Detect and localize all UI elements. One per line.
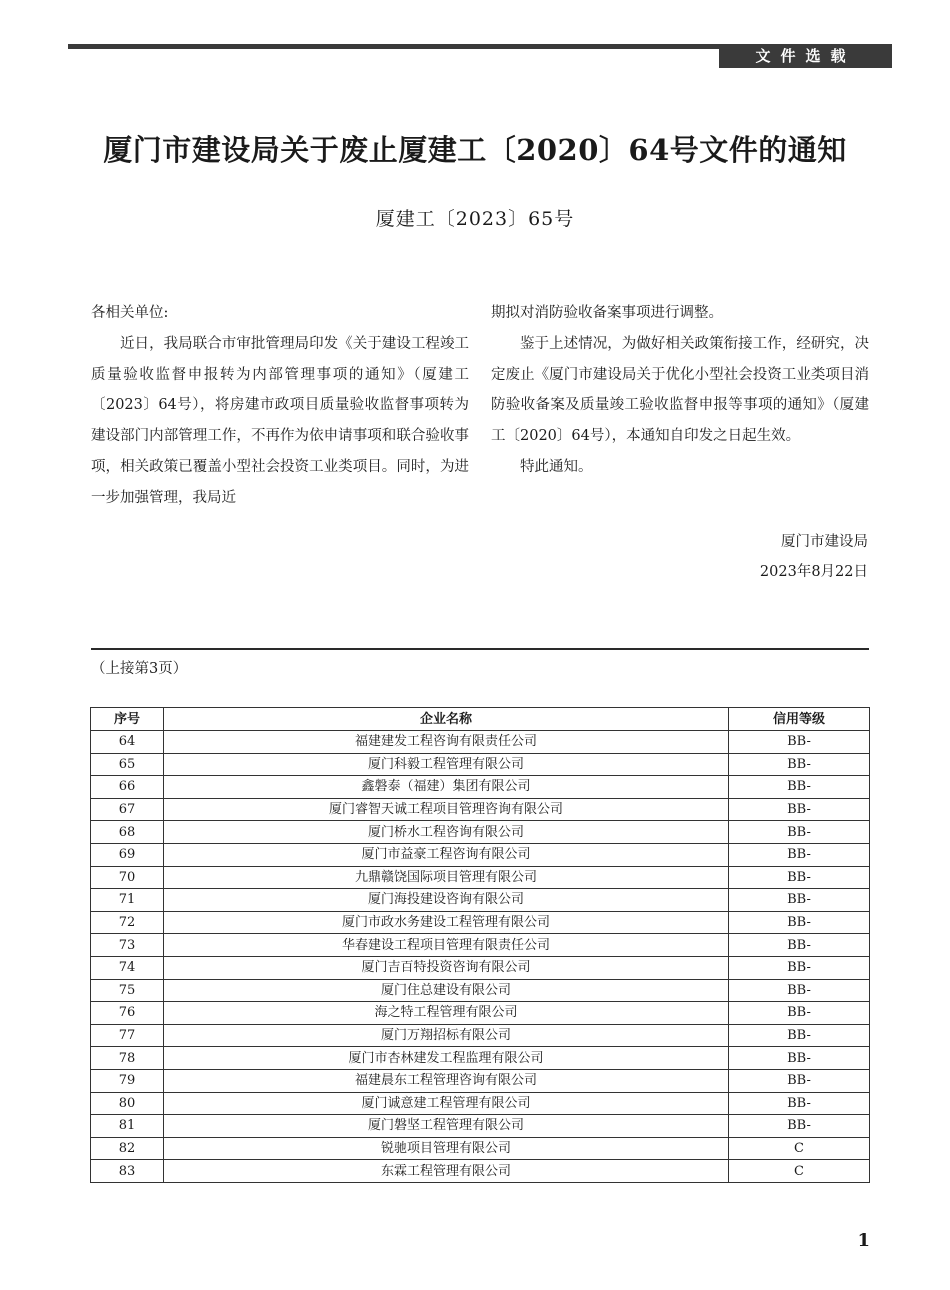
company-name: 九鼎赣饶国际项目管理有限公司: [164, 866, 729, 889]
credit-grade: BB-: [729, 798, 870, 821]
table-row: [91, 1069, 870, 1092]
header-no: 序号: [91, 708, 164, 731]
table-row: [91, 1092, 870, 1115]
company-name: 福建晨东工程管理咨询有限公司: [164, 1069, 729, 1092]
credit-grade: BB-: [729, 911, 870, 934]
company-name: 海之特工程管理有限公司: [164, 1002, 729, 1025]
credit-grade: BB-: [729, 1092, 870, 1115]
page-number: 1: [857, 1230, 870, 1251]
company-name: 厦门桥水工程咨询有限公司: [164, 821, 729, 844]
row-number: 66: [91, 776, 164, 799]
table-body: [91, 731, 870, 1183]
credit-grade: C: [729, 1160, 870, 1183]
credit-grade: BB-: [729, 934, 870, 957]
credit-grade: BB-: [729, 1069, 870, 1092]
table-row: [91, 911, 870, 934]
credit-grade: BB-: [729, 1024, 870, 1047]
credit-grade: C: [729, 1137, 870, 1160]
document-number: 厦建工〔2023〕65号: [375, 208, 575, 230]
table-row: [91, 889, 870, 912]
continued-note: （上接第3页）: [91, 661, 188, 677]
row-number: 72: [91, 911, 164, 934]
table-row: [91, 843, 870, 866]
credit-grade: BB-: [729, 1047, 870, 1070]
row-number: 73: [91, 934, 164, 957]
body-paragraph-2: 鉴于上述情况，为做好相关政策衔接工作，经研究，决定废止《厦门市建设局关于优化小型社会投资工业类项目消防验收备案及质量竣工验收监督申报等事项的通知》（厦建工〔2020〕64号），本通知自印发之日起生效。: [491, 335, 869, 445]
credit-grade: BB-: [729, 731, 870, 754]
company-name: 厦门科毅工程管理有限公司: [164, 753, 729, 776]
company-name: 厦门磐坚工程管理有限公司: [164, 1115, 729, 1138]
table-row: [91, 1160, 870, 1183]
section-divider: [91, 648, 869, 650]
issue-date: 2023年8月22日: [759, 564, 868, 580]
row-number: 71: [91, 889, 164, 912]
company-name: 厦门市政水务建设工程管理有限公司: [164, 911, 729, 934]
table-row: [91, 979, 870, 1002]
company-name: 厦门市杏林建发工程监理有限公司: [164, 1047, 729, 1070]
right-column: [491, 298, 869, 483]
credit-grade: BB-: [729, 956, 870, 979]
company-name: 厦门吉百特投资咨询有限公司: [164, 956, 729, 979]
row-number: 74: [91, 956, 164, 979]
header-company-name: 企业名称: [164, 708, 729, 731]
credit-grade: BB-: [729, 889, 870, 912]
credit-grade: BB-: [729, 979, 870, 1002]
table-row: [91, 731, 870, 754]
row-number: 69: [91, 843, 164, 866]
table-row: [91, 1002, 870, 1025]
body-paragraph-1: 近日，我局联合市审批管理局印发《关于建设工程竣工质量验收监督申报转为内部管理事项的通知》（厦建工〔2023〕64号），将房建市政项目质量验收监督事项转为建设部门内部管理工作，不再作为依申请事项和联合验收事项，相关政策已覆盖小型社会投资工业类项目。同时，为进一步加强管理，我局近: [91, 335, 469, 506]
row-number: 83: [91, 1160, 164, 1183]
company-name: 锐驰项目管理有限公司: [164, 1137, 729, 1160]
company-name: 厦门住总建设有限公司: [164, 979, 729, 1002]
row-number: 80: [91, 1092, 164, 1115]
row-number: 76: [91, 1002, 164, 1025]
row-number: 75: [91, 979, 164, 1002]
credit-rating-table: [90, 707, 870, 1183]
company-name: 厦门万翔招标有限公司: [164, 1024, 729, 1047]
row-number: 70: [91, 866, 164, 889]
table-row: [91, 866, 870, 889]
table-row: [91, 956, 870, 979]
credit-grade: BB-: [729, 821, 870, 844]
table-row: [91, 934, 870, 957]
table-row: [91, 798, 870, 821]
header-credit-grade: 信用等级: [729, 708, 870, 731]
company-name: 厦门市益豪工程咨询有限公司: [164, 843, 729, 866]
credit-grade: BB-: [729, 1115, 870, 1138]
credit-grade: BB-: [729, 866, 870, 889]
credit-grade: BB-: [729, 776, 870, 799]
row-number: 81: [91, 1115, 164, 1138]
credit-grade: BB-: [729, 1002, 870, 1025]
table-row: [91, 776, 870, 799]
body-paragraph-1-continued: 期拟对消防验收备案事项进行调整。: [491, 305, 723, 321]
company-name: 厦门海投建设咨询有限公司: [164, 889, 729, 912]
table-row: [91, 821, 870, 844]
table-row: [91, 1024, 870, 1047]
row-number: 67: [91, 798, 164, 821]
row-number: 65: [91, 753, 164, 776]
left-column: [91, 298, 469, 514]
credit-grade: BB-: [729, 753, 870, 776]
row-number: 82: [91, 1137, 164, 1160]
table-header-row: [91, 708, 870, 731]
row-number: 77: [91, 1024, 164, 1047]
company-name: 东霖工程管理有限公司: [164, 1160, 729, 1183]
table-row: [91, 1115, 870, 1138]
salutation: 各相关单位:: [91, 305, 169, 321]
section-label: 文件选载: [719, 44, 892, 68]
row-number: 78: [91, 1047, 164, 1070]
row-number: 79: [91, 1069, 164, 1092]
row-number: 68: [91, 821, 164, 844]
closing-remark: 特此通知。: [520, 458, 593, 475]
company-name: 华春建设工程项目管理有限责任公司: [164, 934, 729, 957]
company-name: 鑫磐泰（福建）集团有限公司: [164, 776, 729, 799]
company-name: 厦门诚意建工程管理有限公司: [164, 1092, 729, 1115]
issuer-name: 厦门市建设局: [781, 534, 868, 550]
document-title: 厦门市建设局关于废止厦建工〔2020〕64号文件的通知: [103, 133, 847, 167]
company-name: 厦门睿智天诚工程项目管理咨询有限公司: [164, 798, 729, 821]
table-row: [91, 753, 870, 776]
credit-grade: BB-: [729, 843, 870, 866]
table-row: [91, 1137, 870, 1160]
table-row: [91, 1047, 870, 1070]
row-number: 64: [91, 731, 164, 754]
company-name: 福建建发工程咨询有限责任公司: [164, 731, 729, 754]
